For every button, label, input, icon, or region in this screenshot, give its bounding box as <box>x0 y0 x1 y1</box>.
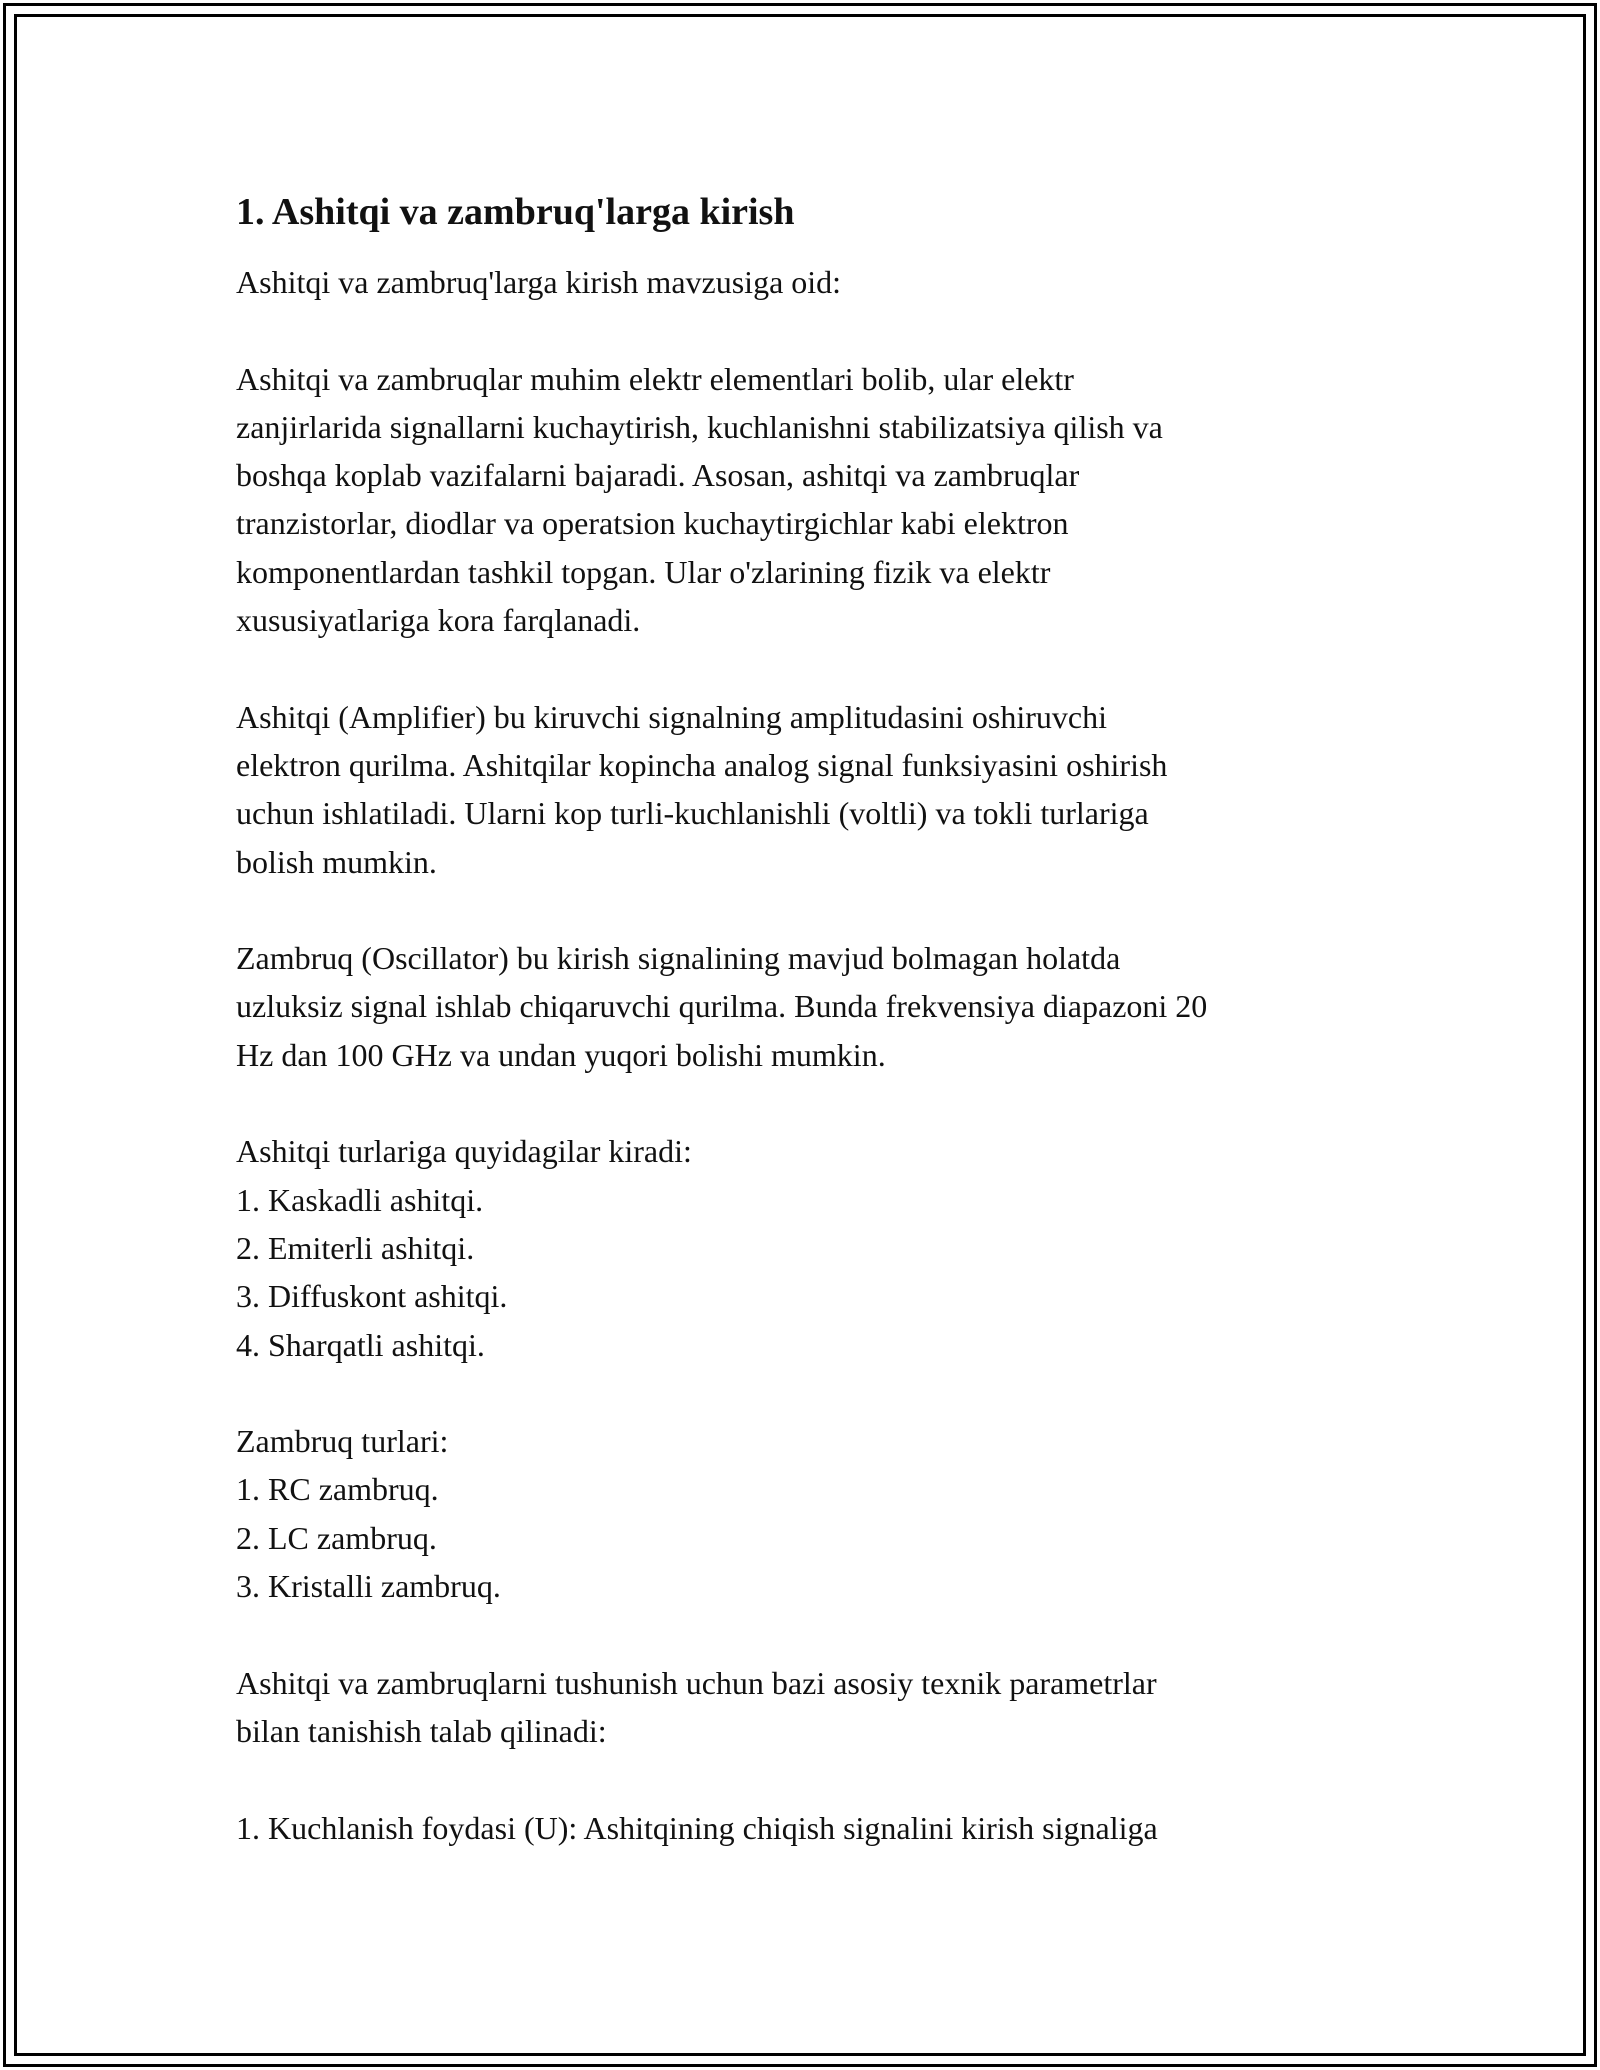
text-line: Hz dan 100 GHz va undan yuqori bolishi mumkin. <box>236 1036 886 1073</box>
text-line: komponentlardan tashkil topgan. Ular o'zlarining fizik va elektr <box>236 553 1051 590</box>
text-line: Ashitqi turlariga quyidagilar kiradi: <box>236 1133 692 1170</box>
paragraph <box>236 934 1376 1079</box>
paragraph <box>236 355 1376 645</box>
text-line: 1. RC zambruq. <box>236 1471 439 1508</box>
text-line: 2. Emiterli ashitqi. <box>236 1229 475 1266</box>
paragraph <box>236 1804 1376 1852</box>
text-line: 3. Kristalli zambruq. <box>236 1568 501 1605</box>
text-line: uchun ishlatiladi. Ularni kop turli-kuchlanishli (voltli) va tokli turlariga <box>236 795 1149 832</box>
text-line: 1. Kuchlanish foydasi (U): Ashitqining chiqish signalini kirish signaliga <box>236 1809 1158 1846</box>
text-line: elektron qurilma. Ashitqilar kopincha analog signal funksiyasini oshirish <box>236 746 1168 783</box>
text-line: tranzistorlar, diodlar va operatsion kuchaytirgichlar kabi elektron <box>236 505 1069 542</box>
text-line: 1. Kaskadli ashitqi. <box>236 1181 484 1218</box>
section-heading: 1. Ashitqi va zambruq'larga kirish <box>236 191 795 233</box>
text-line: uzluksiz signal ishlab chiqaruvchi qurilma. Bunda frekvensiya diapazoni 20 <box>236 988 1208 1025</box>
paragraph-container <box>236 258 1376 1852</box>
text-line: 4. Sharqatli ashitqi. <box>236 1326 485 1363</box>
text-line: zanjirlarida signallarni kuchaytirish, kuchlanishni stabilizatsiya qilish va <box>236 408 1163 445</box>
text-line: 2. LC zambruq. <box>236 1519 437 1556</box>
text-line: bilan tanishish talab qilinadi: <box>236 1712 607 1749</box>
text-line: Ashitqi (Amplifier) bu kiruvchi signalning amplitudasini oshiruvchi <box>236 698 1107 735</box>
paragraph <box>236 1127 1376 1368</box>
text-line: bolish mumkin. <box>236 843 437 880</box>
text-line: Ashitqi va zambruqlarni tushunish uchun bazi asosiy texnik parametrlar <box>236 1664 1157 1701</box>
text-line: Zambruq turlari: <box>236 1423 449 1460</box>
text-line: Zambruq (Oscillator) bu kirish signalining mavjud bolmagan holatda <box>236 940 1121 977</box>
text-line: boshqa koplab vazifalarni bajaradi. Asosan, ashitqi va zambruqlar <box>236 457 1080 494</box>
text-line: 3. Diffuskont ashitqi. <box>236 1278 508 1315</box>
text-line: Ashitqi va zambruqlar muhim elektr elementlari bolib, ular elektr <box>236 360 1074 397</box>
paragraph <box>236 1417 1376 1610</box>
paragraph <box>236 1659 1376 1756</box>
document-body <box>236 188 1376 1852</box>
paragraph <box>236 693 1376 886</box>
text-line: xususiyatlariga kora farqlanadi. <box>236 602 641 639</box>
text-line: Ashitqi va zambruq'larga kirish mavzusiga oid: <box>236 264 842 300</box>
paragraph <box>236 258 1376 306</box>
